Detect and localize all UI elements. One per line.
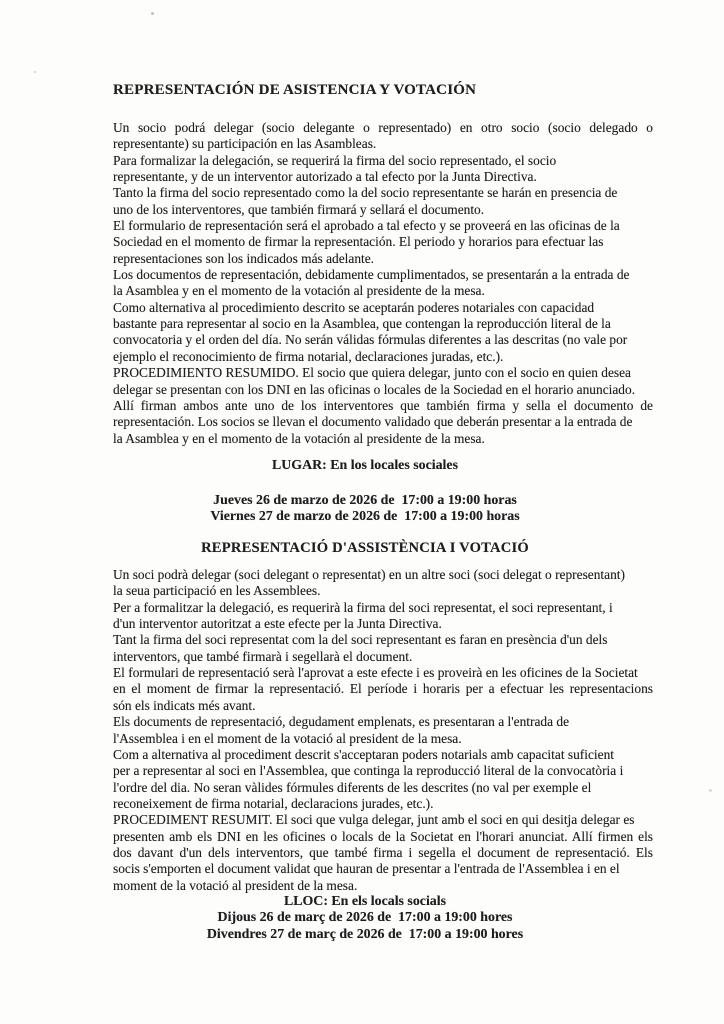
text-line: d'un interventor autoritzat a este efecte per la Junta Directiva. — [113, 616, 442, 632]
text-line: uno de los interventores, que también firmará y sellará el documento. — [113, 201, 485, 217]
catalan-body-paragraphs — [113, 567, 653, 894]
text-line: socis s'emporten el document validat que hauran de presentar a l'entrada de l'Assemblea i en el — [113, 861, 620, 877]
text-line: Dijous 26 de març de 2026 de 17:00 a 19:00 hores — [217, 909, 513, 925]
text-line: Sociedad en el momento de firmar la representación. El periodo y horarios para efectuar las — [113, 234, 604, 250]
text-line: Jueves 26 de marzo de 2026 de 17:00 a 19:00 horas — [213, 492, 517, 508]
scan-speck — [151, 12, 154, 15]
text-line: Un soci podrà delegar (soci delegant o representat) en un altre soci (soci delegat o representant) — [113, 567, 625, 583]
document-content — [113, 82, 653, 943]
text-line: convocatoria y el orden del día. No serán válidas fórmulas diferentes a las descritas (no vale por — [113, 332, 628, 348]
text-line: l'Assemblea i en el moment de la votació al president de la mesa. — [113, 730, 462, 746]
text-line: Com a alternativa al procediment descrit s'acceptaran poders notarials amb capacitat suficient — [113, 746, 614, 762]
text-line: interventors, que també firmarà i segellarà el document. — [113, 648, 413, 664]
text-line: Un socio podrá delegar (socio delegante o representado) en otro socio (socio delegado o — [113, 120, 653, 135]
text-line: representaciones son los indicados más adelante. — [113, 250, 375, 266]
text-line: la seua participació en les Assemblees. — [113, 583, 321, 599]
text-line: representante, y de un interventor autorizado a tal efecto por la Junta Directiva. — [113, 169, 537, 185]
text-line: ejemplo el reconocimiento de firma notarial, declaraciones juradas, etc.). — [113, 348, 504, 364]
text-line: representante) su participación en las Asambleas. — [113, 136, 377, 152]
text-line: reconeixement de firma notarial, declaracions jurades, etc.). — [113, 795, 434, 811]
scan-speck — [34, 71, 36, 73]
text-line: la Asamblea y en el momento de la votación al presidente de la mesa. — [113, 283, 485, 299]
text-line: PROCEDIMIENTO RESUMIDO. El socio que quiera delegar, junto con el socio en quien desea — [113, 365, 631, 381]
text-line: Como alternativa al procedimiento descrito se aceptarán poderes notariales con capacidad — [113, 299, 595, 315]
text-line: representación. Los socios se llevan el documento validado que deberán presentar a la entrada de — [113, 414, 633, 430]
text-line: Tant la firma del soci representat com la del soci representant es faran en presència d'un dels — [113, 632, 608, 648]
text-line: presenten amb els DNI en les oficines o locals de la Societat en l'horari anunciat. Allí firmen els — [113, 828, 653, 844]
heading-catalan-title: REPRESENTACIÓ D'ASSISTÈNCIA I VOTACIÓ — [201, 540, 529, 557]
spanish-body-paragraphs — [113, 120, 653, 447]
text-line: moment de la votació al president de la mesa. — [113, 877, 358, 893]
text-line: PROCEDIMENT RESUMIT. El soci que vulga delegar, junt amb el soci en qui desitja delegar es — [113, 812, 635, 828]
text-line: Tanto la firma del socio representado como la del socio representante se harán en presencia de — [113, 185, 618, 201]
catalan-place-line: LLOC: En els locals socials — [283, 893, 447, 909]
text-line: dos davant d'un dels interventors, que també firma i segella el document de representació. Els — [113, 844, 653, 860]
text-line: bastante para representar al socio en la Asamblea, que contengan la reproducción literal de la — [113, 316, 611, 332]
text-line: per a representar al soci en l'Assemblea, que continga la reproducció literal de la convocatòria i — [113, 763, 624, 779]
spanish-session-dates — [95, 493, 635, 526]
text-line: Allí firman ambos ante uno de los interventores que también firma y sella el documento de — [113, 397, 653, 413]
text-line: Los documentos de representación, debidamente cumplimentados, se presentarán a la entrada de — [113, 267, 630, 283]
text-line: El formulario de representación será el aprobado a tal efecto y se proveerá en las oficinas de la — [113, 218, 620, 234]
scan-speck — [709, 789, 712, 792]
text-line: Divendres 27 de març de 2026 de 17:00 a 19:00 hores — [206, 926, 524, 942]
text-line: delegar se presentan con los DNI en las oficinas o locales de la Sociedad en el horario anunciado. — [113, 381, 636, 397]
spanish-place-line: LUGAR: En los locales sociales — [272, 457, 458, 473]
text-line: la Asamblea y en el momento de la votación al presidente de la mesa. — [113, 430, 485, 446]
text-line: l'ordre del dia. No seran vàlides fórmules diferents de les descrites (no val per exemple el — [113, 779, 592, 795]
text-line: Para formalizar la delegación, se requerirá la firma del socio representado, el socio — [113, 152, 557, 168]
text-line: en el moment de firmar la representació. El període i horaris per a efectuar les representacions — [113, 681, 653, 697]
text-line: Viernes 27 de marzo de 2026 de 17:00 a 19:00 horas — [210, 509, 520, 525]
text-line: són els indicats més avant. — [113, 697, 256, 713]
catalan-session-dates — [95, 910, 635, 943]
heading-spanish-title: REPRESENTACIÓN DE ASISTENCIA Y VOTACIÓN — [113, 82, 477, 98]
text-line: El formulari de representació serà l'aprovat a este efecte i es proveirà en les oficines de la Societat — [113, 665, 638, 681]
text-line: Els documents de representació, degudament emplenats, es presentaran a l'entrada de — [113, 714, 570, 730]
text-line: Per a formalitzar la delegació, es requerirà la firma del soci representat, el soci representant, i — [113, 599, 613, 615]
